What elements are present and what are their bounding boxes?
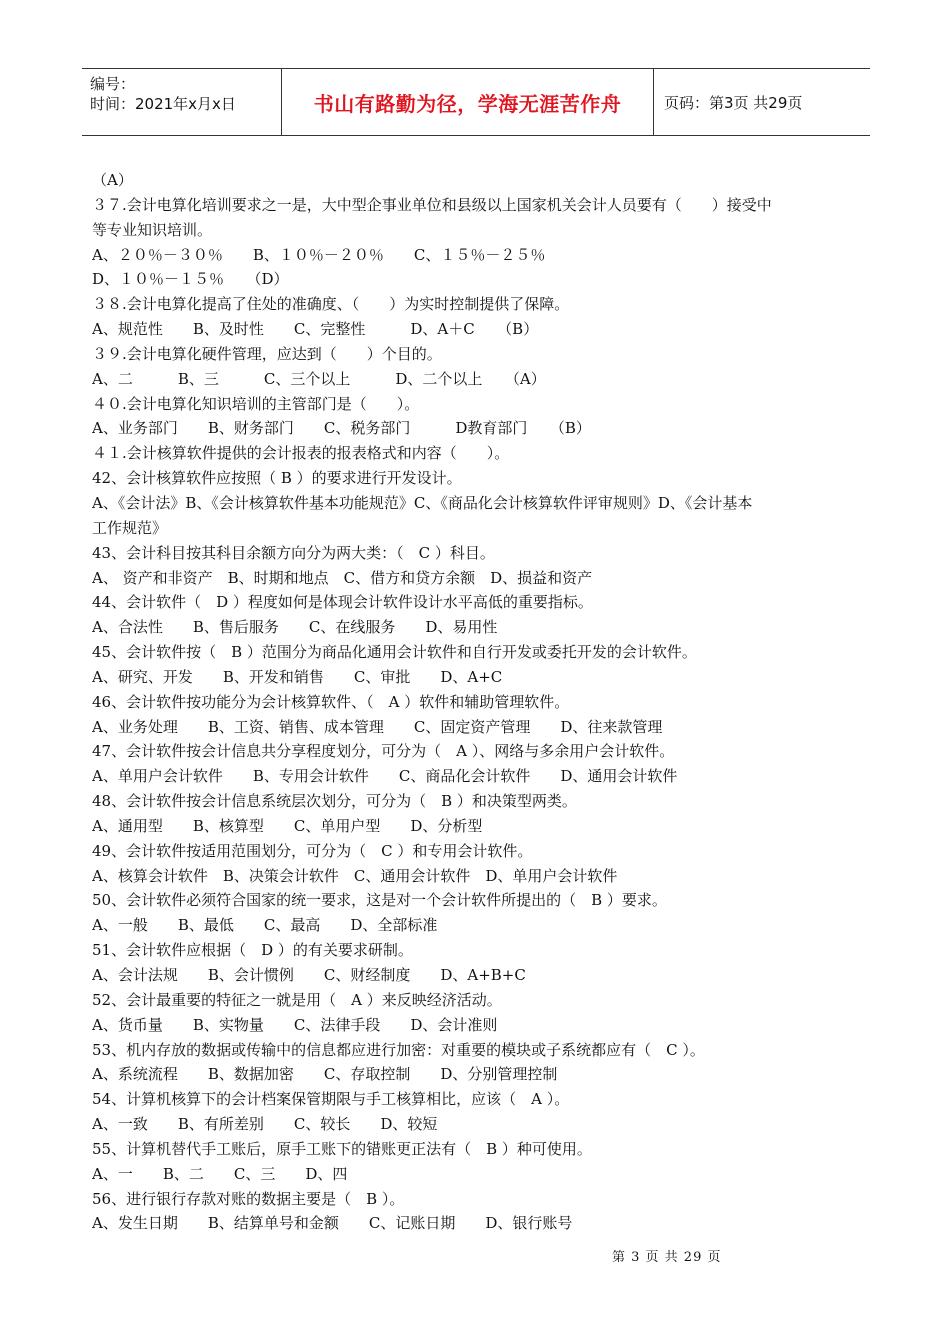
text-line: ３９.会计电算化硬件管理，应达到（ ）个目的。 [92, 344, 442, 363]
text-line: A、合法性 B、售后服务 C、在线服务 D、易用性 [92, 618, 498, 637]
code-label: 编号： [90, 75, 136, 93]
text-line: A、业务处理 B、工资、销售、成本管理 C、固定资产管理 D、往来款管理 [92, 717, 663, 736]
text-line: A、业务部门 B、财务部门 C、税务部门 D教育部门 （B） [92, 419, 591, 438]
text-line: A、一 B、二 C、三 D、四 [92, 1164, 348, 1183]
text-line: （A） [92, 171, 133, 189]
text-line: A、系统流程 B、数据加密 C、存取控制 D、分别管理控制 [92, 1065, 558, 1084]
text-line: A、单用户会计软件 B、专用会计软件 C、商品化会计软件 D、通用会计软件 [92, 767, 678, 786]
text-line: 45、会计软件按（ B ）范围分为商品化通用会计软件和自行开发或委托开发的会计软件。 [92, 643, 697, 662]
text-line: 48、会计软件按会计信息系统层次划分，可分为（ B ）和决策型两类。 [92, 792, 577, 811]
text-line: ４０.会计电算化知识培训的主管部门是（ ）。 [92, 394, 420, 413]
text-line: A、发生日期 B、结算单号和金额 C、记账日期 D、银行账号 [92, 1214, 573, 1233]
header-page-info: 页码：第3页 共29页 [664, 93, 803, 112]
text-line: D、１０％－１５％ （D） [92, 270, 289, 289]
text-line: 54、计算机核算下的会计档案保管期限与手工核算相比，应该（ A ）。 [92, 1090, 570, 1109]
text-line: 51、会计软件应根据（ D ）的有关要求研制。 [92, 941, 413, 960]
text-line: A、２０％－３０％ B、１０％－２０％ C、１５％－２５％ [92, 245, 546, 264]
text-line: 46、会计软件按功能分为会计核算软件、（ A ）软件和辅助管理软件。 [92, 692, 570, 711]
text-line: A、研究、开发 B、开发和销售 C、审批 D、A+C [92, 667, 503, 686]
text-line: 43、会计科目按其科目余额方向分为两大类：（ C ）科目。 [92, 543, 495, 562]
text-line: 44、会计软件（ D ）程度如何是体现会计软件设计水平高低的重要指标。 [92, 593, 593, 612]
text-line: 49、会计软件按适用范围划分，可分为（ C ）和专用会计软件。 [92, 841, 533, 860]
text-line: 47、会计软件按会计信息共分享程度划分，可分为（ A ）、网络与多余用户会计软件。 [92, 742, 675, 761]
page-header [82, 68, 870, 136]
text-line: A、一般 B、最低 C、最高 D、全部标准 [92, 916, 438, 935]
text-line: 55、计算机替代手工账后，原手工账下的错账更正法有（ B ）种可使用。 [92, 1139, 592, 1158]
text-line: 56、进行银行存款对账的数据主要是（ B ）。 [92, 1189, 405, 1208]
text-line: 42、会计核算软件应按照（ B ）的要求进行开发设计。 [92, 469, 462, 488]
text-line: A、货币量 B、实物量 C、法律手段 D、会计准则 [92, 1015, 498, 1034]
text-line: ３７.会计电算化培训要求之一是，大中型企事业单位和县级以上国家机关会计人员要有（ ）接受中 [92, 195, 772, 214]
question-list [92, 168, 868, 1236]
text-line: A、核算会计软件 B、决策会计软件 C、通用会计软件 D、单用户会计软件 [92, 866, 618, 885]
text-line: 52、会计最重要的特征之一就是用（ A ）来反映经济活动。 [92, 990, 502, 1009]
text-line: A、规范性 B、及时性 C、完整性 D、A＋C （B） [92, 320, 539, 339]
header-motto: 书山有路勤为径，学海无涯苦作舟 [282, 69, 654, 135]
text-line: A、 资产和非资产 B、时期和地点 C、借方和贷方余额 D、损益和资产 [92, 568, 593, 587]
text-line: A、《会计法》B、《会计核算软件基本功能规范》C、《商品化会计核算软件评审规则》D、《会计基本 [92, 493, 753, 512]
text-line: A、二 B、三 C、三个以上 D、二个以上 （A） [92, 369, 546, 388]
text-line: A、通用型 B、核算型 C、单用户型 D、分析型 [92, 816, 483, 835]
text-line: ４１.会计核算软件提供的会计报表的报表格式和内容（ ）。 [92, 444, 510, 463]
text-line: 50、会计软件必须符合国家的统一要求，这是对一个会计软件所提出的（ B ）要求。 [92, 891, 667, 910]
header-meta [82, 69, 282, 135]
time-label: 时间：2021年x月x日 [90, 95, 236, 113]
text-line: ３８.会计电算化提高了住处的准确度、（ ）为实时控制提供了保障。 [92, 295, 570, 314]
text-line: 等专业知识培训。 [92, 220, 213, 239]
text-line: A、一致 B、有所差别 C、较长 D、较短 [92, 1115, 438, 1134]
text-line: A、会计法规 B、会计惯例 C、财经制度 D、A+B+C [92, 966, 526, 984]
text-line: 53、机内存放的数据或传输中的信息都应进行加密：对重要的模块或子系统都应有（ C ）。 [92, 1040, 705, 1059]
page-footer: 第 3 页 共 29 页 [612, 1250, 722, 1265]
text-line: 工作规范》 [92, 518, 168, 537]
